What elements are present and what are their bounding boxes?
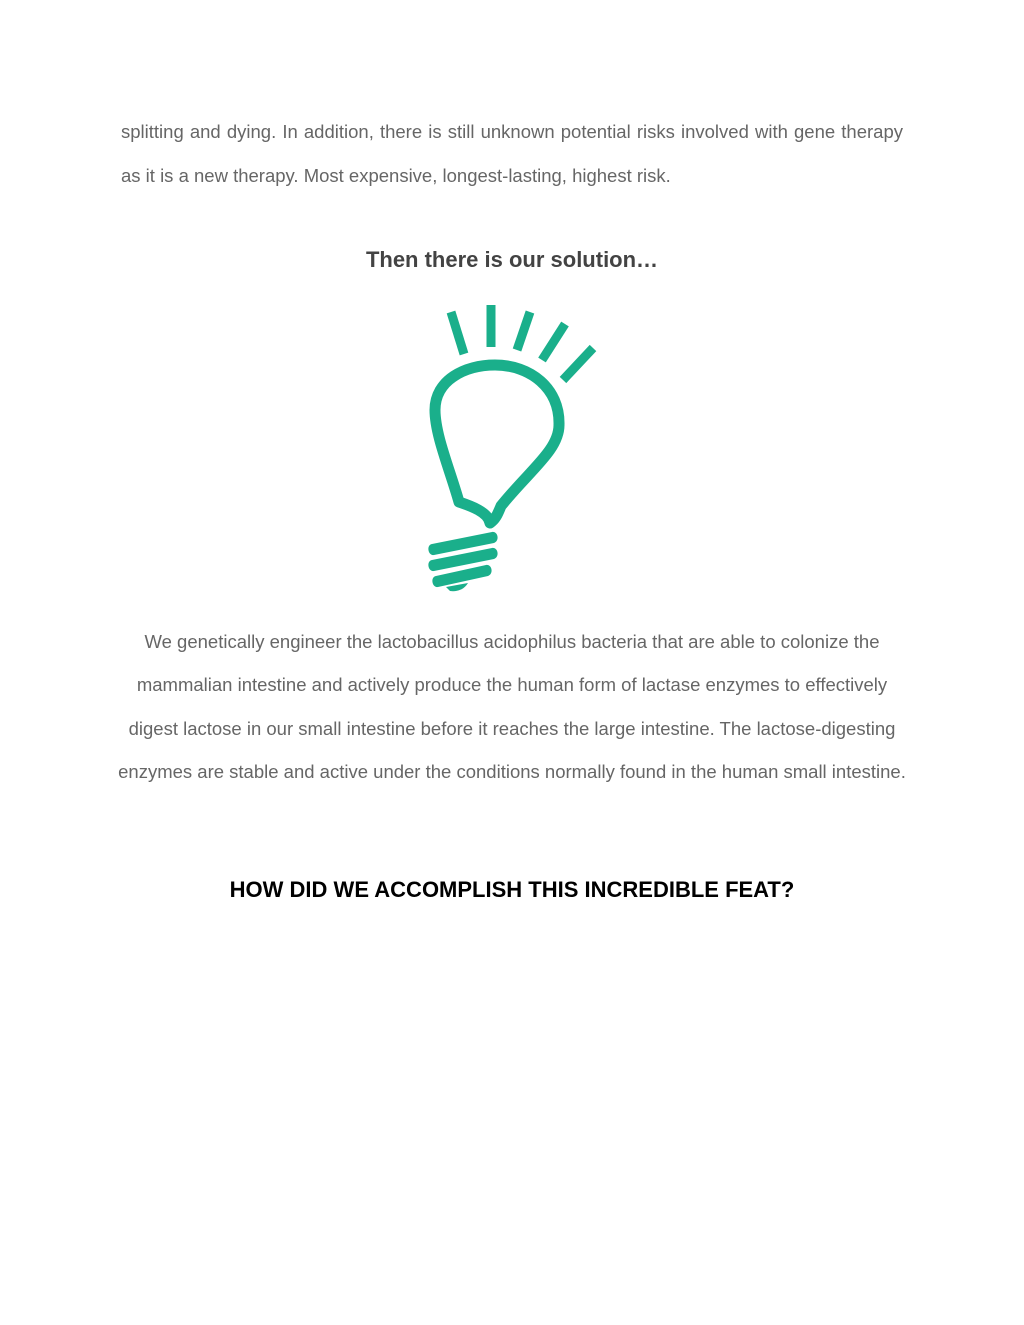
solution-heading: Then there is our solution… (365, 247, 659, 272)
solution-paragraph: We genetically engineer the lactobacillus acidophilus bacteria that are able to colonize the mammalian intestine and actively produce the human form of lactase enzymes to effectively digest lactose in our small intestine before it reaches the large intestine. The lactose-digesting enzymes are stable and active under the conditions normally found in the human small intestine. (118, 631, 906, 782)
lightbulb-icon (420, 300, 610, 592)
intro-paragraph: splitting and dying. In addition, there is still unknown potential risks involved with gene therapy as it is a new therapy. Most expensive, longest-lasting, highest risk. (121, 121, 903, 186)
how-heading: HOW DID WE ACCOMPLISH THIS INCREDIBLE FEAT? (229, 877, 795, 902)
